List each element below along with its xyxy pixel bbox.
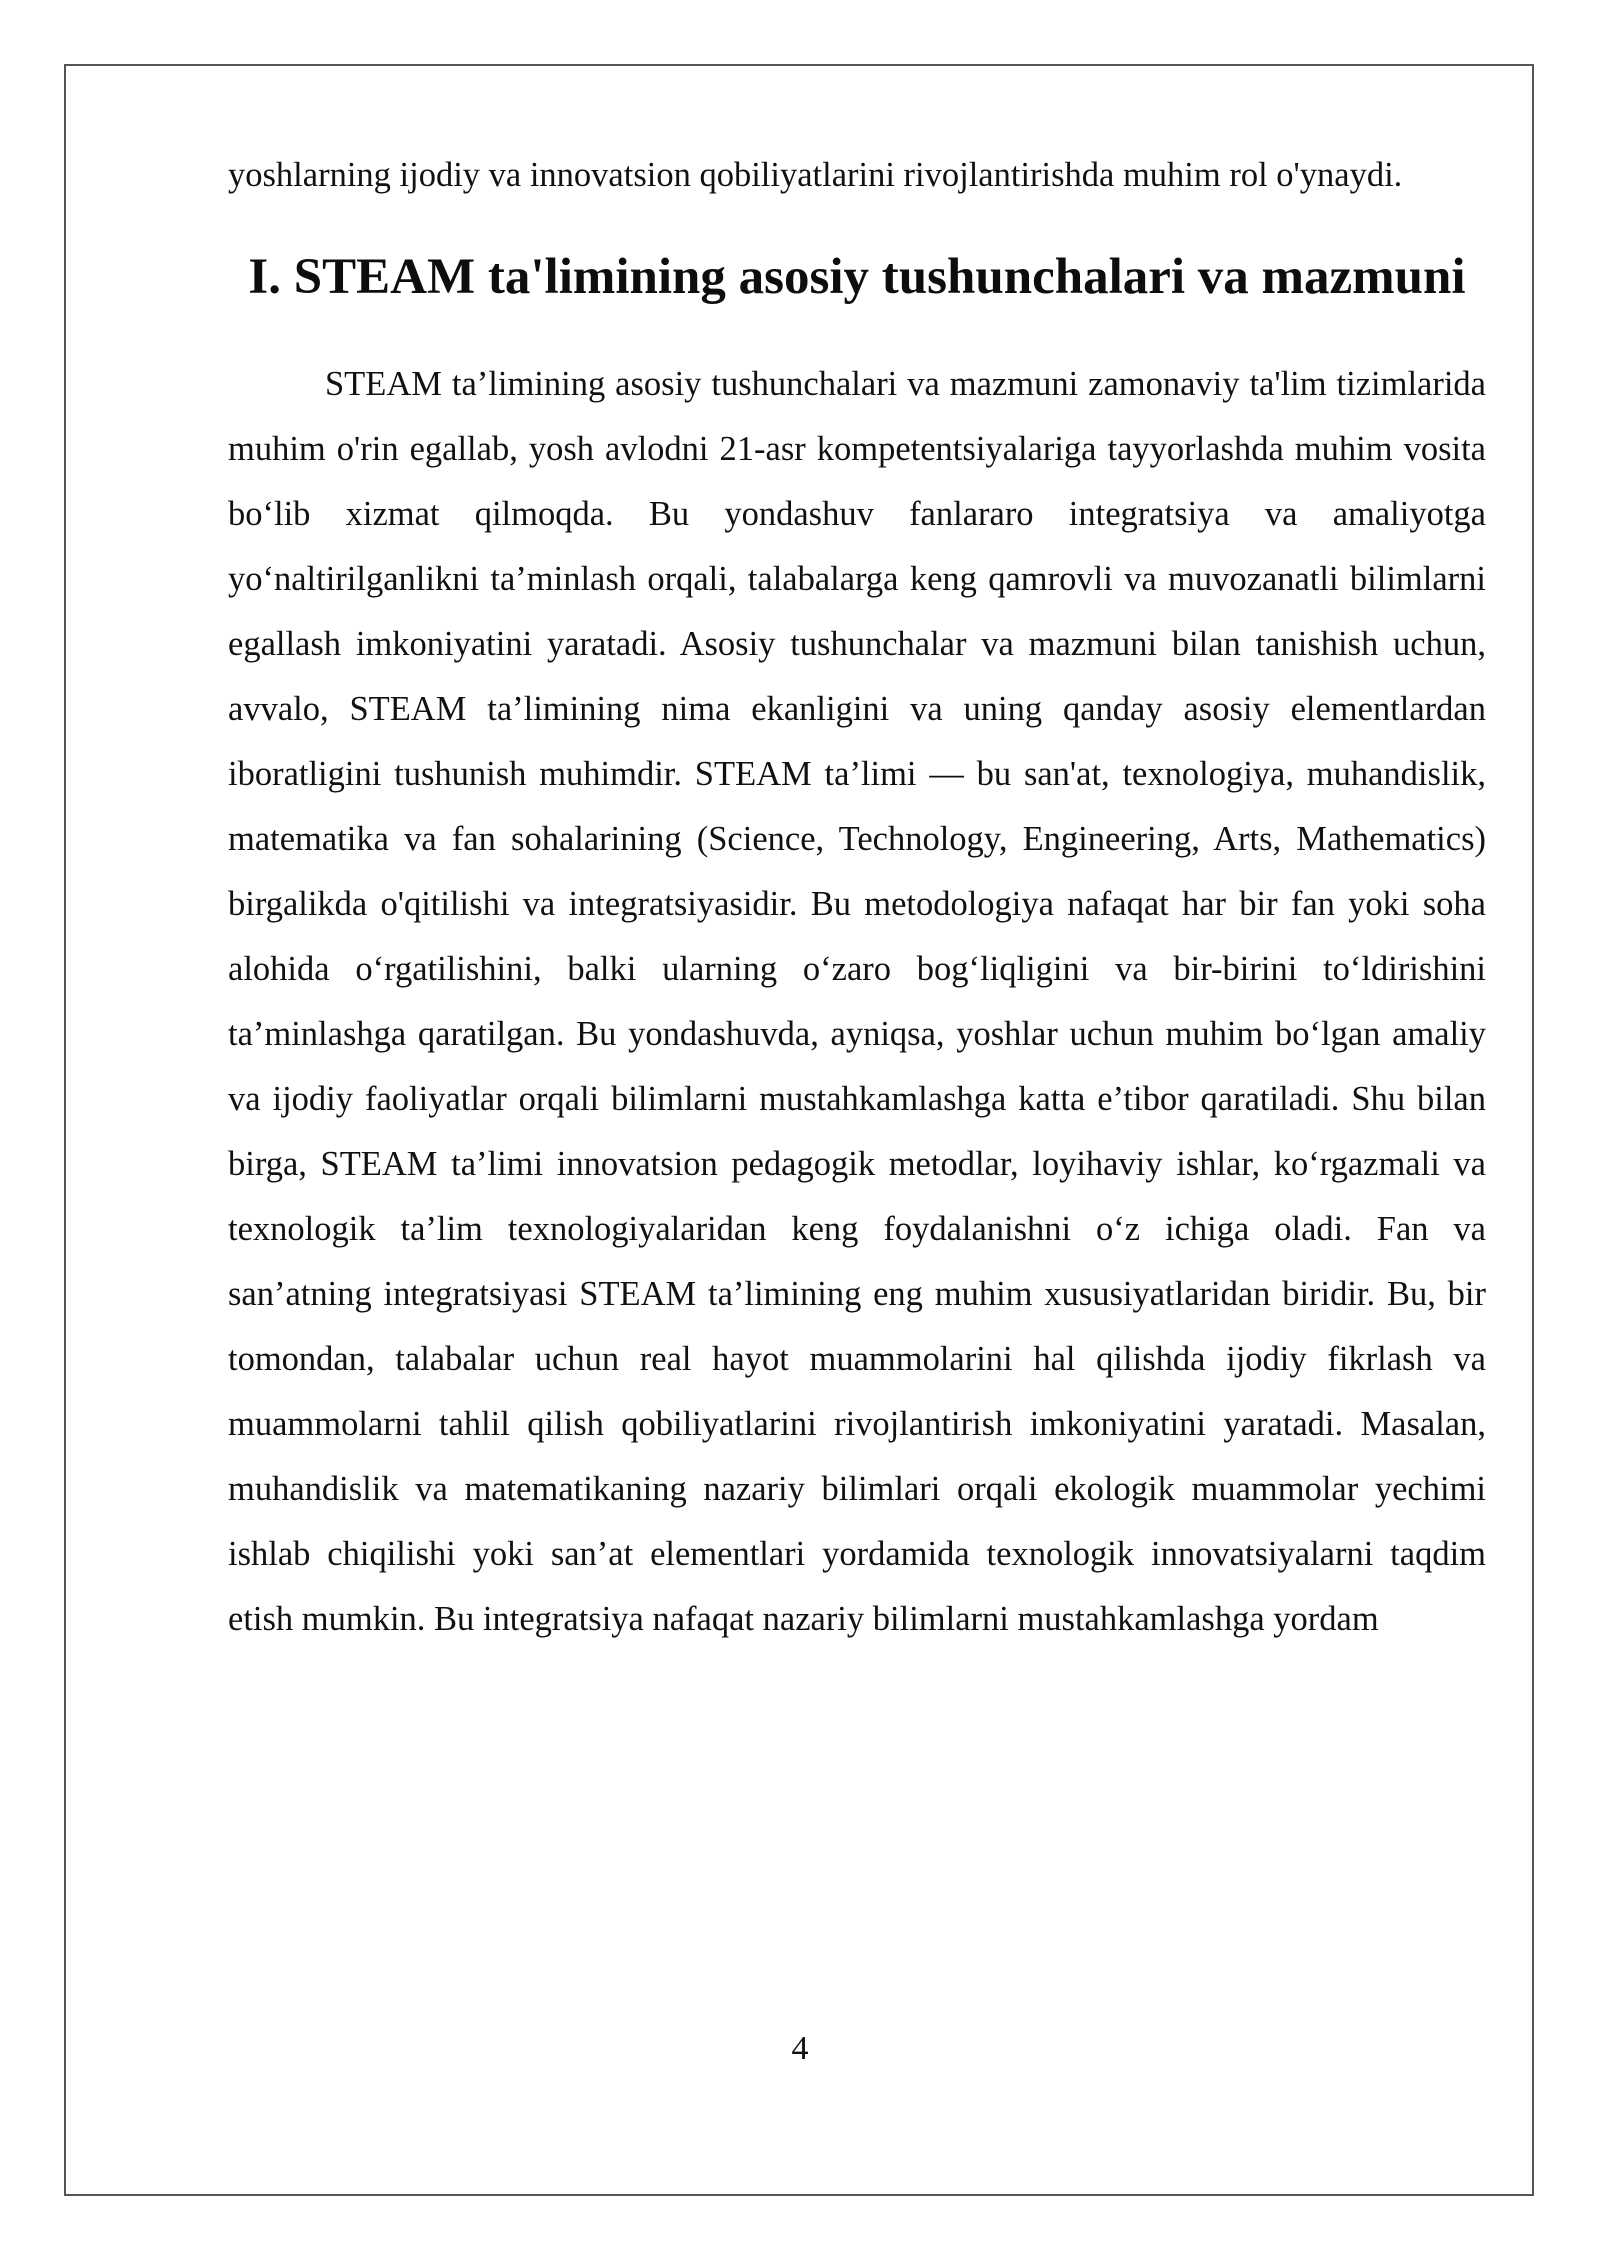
page-number: 4 <box>791 2030 809 2067</box>
page-content <box>228 143 1486 1652</box>
section-heading: I. STEAM ta'limining asosiy tushunchalari va mazmuni <box>248 249 1466 305</box>
body-paragraph: STEAM ta’limining asosiy tushunchalari va mazmuni zamonaviy ta'lim tizimlarida muhim o'rin egallab, yosh avlodni 21-asr kompetentsiyalariga tayyorlashda muhim vosita bo‘lib xizmat qilmoqda. Bu yondashuv fanlararo integratsiya va amaliyotga yo‘naltirilganlikni ta’minlash orqali, talabalarga keng qamrovli va muvozanatli bilimlarni egallash imkoniyatini yaratadi. Asosiy tushunchalar va mazmuni bilan tanishish uchun, avvalo, STEAM ta’limining nima ekanligini va uning qanday asosiy elementlardan iboratligini tushunish muhimdir. STEAM ta’limi — bu san'at, texnologiya, muhandislik, matematika va fan sohalarining (Science, Technology, Engineering, Arts, Mathematics) birgalikda o'qitilishi va integratsiyasidir. Bu metodologiya nafaqat har bir fan yoki soha alohida o‘rgatilishini, balki ularning o‘zaro bog‘liqligini va bir-birini to‘ldirishini ta’minlashga qaratilgan. Bu yondashuvda, ayniqsa, yoshlar uchun muhim bo‘lgan amaliy va ijodiy faoliyatlar orqali bilimlarni mustahkamlashga katta e’tibor qaratiladi. Shu bilan birga, STEAM ta’limi innovatsion pedagogik metodlar, loyihaviy ishlar, ko‘rgazmali va texnologik ta’lim texnologiyalaridan keng foydalanishni o‘z ichiga oladi. Fan va san’atning integratsiyasi STEAM ta’limining eng muhim xususiyatlaridan biridir. Bu, bir tomondan, talabalar uchun real hayot muammolarini hal qilishda ijodiy fikrlash va muammolarni tahlil qilish qobiliyatlarini rivojlantirish imkoniyatini yaratadi. Masalan, muhandislik va matematikaning nazariy bilimlari orqali ekologik muammolar yechimi ishlab chiqilishi yoki san’at elementlari yordamida texnologik innovatsiyalarni taqdim etish mumkin. Bu integratsiya nafaqat nazariy bilimlarni mustahkamlashga yordam <box>228 365 1486 1638</box>
intro-paragraph: yoshlarning ijodiy va innovatsion qobiliyatlarini rivojlantirishda muhim rol o'ynaydi. <box>228 156 1403 194</box>
